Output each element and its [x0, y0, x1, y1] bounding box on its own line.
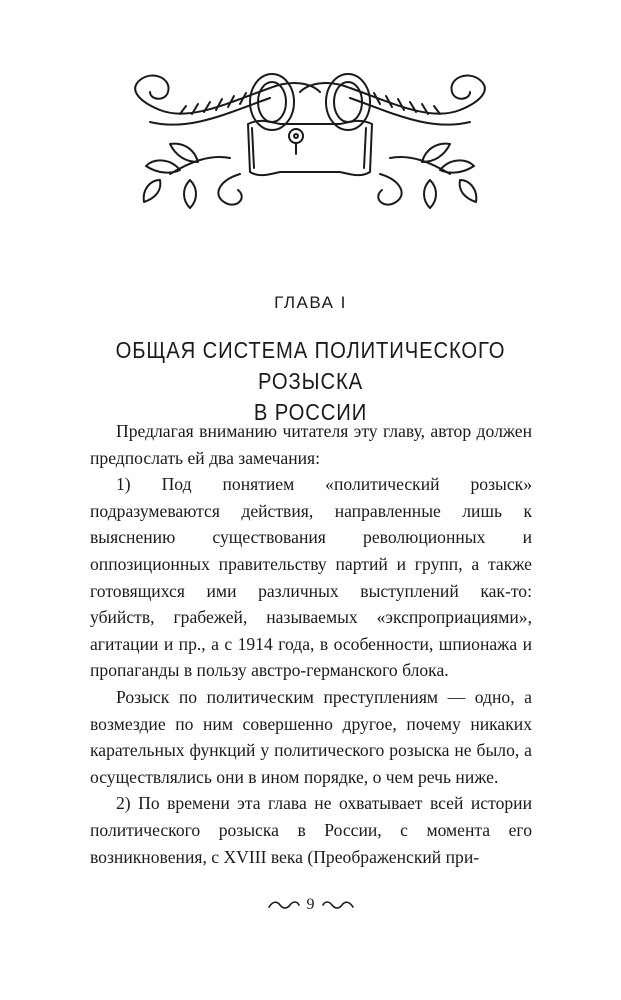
chapter-title-line-1: ОБЩАЯ СИСТЕМА ПОЛИТИЧЕСКОГО РОЗЫСКА: [115, 337, 506, 394]
paragraph-2: 1) Под понятием «политический розыск» подразумеваются действия, направленные лишь к выяснению существования революционных и оппозиционных правительству партий и групп, а также готовящихся ими различных выступлений как-то: убийств, грабежей, называемых «экспроприациями», агитации и пр., а с 1914 года, в особенности, шпионажа и пропаганды в пользу австро-германского блока.: [90, 474, 532, 681]
page-number: 9: [306, 896, 315, 913]
swirl-right-icon: [321, 899, 355, 911]
chapter-title: [72, 335, 548, 428]
chapter-label: ГЛАВА I: [274, 293, 347, 312]
paragraph-1: Предлагая вниманию читателя эту главу, автор должен предпослать ей два замечания:: [90, 421, 532, 468]
page-footer: [0, 895, 621, 915]
chapter-title-line-2: В РОССИИ: [253, 399, 368, 425]
paragraph-3: Розыск по политическим преступлениям — одно, а возмездие по ним совершенно другое, почему никаких карательных функций у политического розыска не было, а осуществлялись они в ином порядке, о чем речь ниже.: [90, 686, 532, 787]
scroll-ornament-icon: [120, 62, 500, 222]
paragraph-4: 2) По времени эта глава не охватывает всей истории политического розыска в России, с момента его возникновения, с XVIII века (Преображенский при-: [90, 793, 532, 867]
body-text: [90, 418, 532, 870]
swirl-left-icon: [267, 899, 301, 911]
